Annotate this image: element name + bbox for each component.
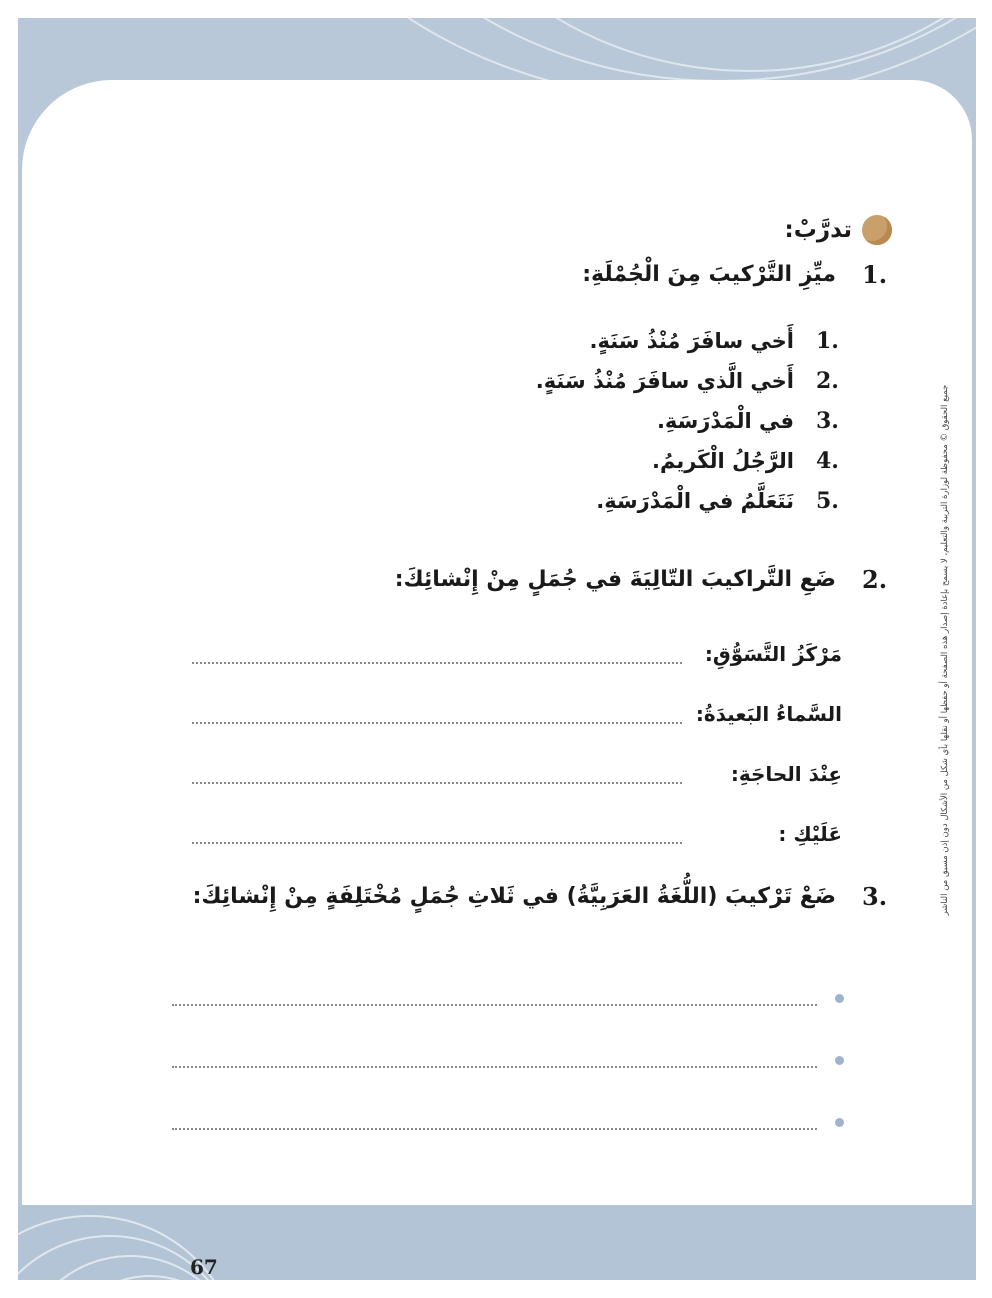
bullet-icon bbox=[835, 1118, 844, 1127]
bullet-icon bbox=[835, 994, 844, 1003]
answer-line[interactable] bbox=[172, 1052, 817, 1068]
item-text: الرَّجُلُ الْكَريمُ. bbox=[651, 449, 794, 473]
exercise-title: ضَعْ تَرْكيبَ (اللُّغَةُ العَرَبِيَّةُ) في ثَلاثِ جُمَلٍ مُخْتَلِفَةٍ مِنْ إِنْشائِكَ: bbox=[192, 884, 836, 909]
exercise-3 bbox=[132, 882, 892, 1153]
fill-row bbox=[132, 804, 842, 864]
bullet-icon bbox=[835, 1056, 844, 1065]
exercise-2-header bbox=[132, 565, 892, 594]
page-number: 67 bbox=[190, 1255, 218, 1279]
item-number: 2. bbox=[816, 368, 839, 394]
section-heading-text: تدرَّبْ: bbox=[784, 217, 852, 243]
exercise-1-header bbox=[132, 260, 892, 289]
list-item bbox=[132, 321, 842, 361]
fill-row bbox=[132, 684, 842, 744]
fill-row bbox=[132, 624, 842, 684]
item-number: 5. bbox=[816, 488, 839, 514]
answer-line[interactable] bbox=[192, 764, 682, 784]
answer-line[interactable] bbox=[192, 644, 682, 664]
item-text: أَخي الَّذي سافَرَ مُنْذُ سَنَةٍ. bbox=[535, 369, 794, 393]
exercise-title: ضَعِ التَّراكيبَ التّالِيَةَ في جُمَلٍ مِنْ إِنْشائِكَ: bbox=[394, 567, 836, 592]
answer-line[interactable] bbox=[192, 824, 682, 844]
answer-row bbox=[132, 1091, 844, 1153]
answer-row bbox=[132, 1029, 844, 1091]
list-item bbox=[132, 441, 842, 481]
heading-bullet-icon bbox=[862, 215, 892, 245]
exercise-content bbox=[132, 210, 892, 1153]
item-number: 4. bbox=[816, 448, 839, 474]
exercise-number: 1. bbox=[862, 260, 888, 289]
item-number: 1. bbox=[816, 328, 839, 354]
exercise-3-answer-lines bbox=[132, 967, 892, 1153]
item-text: في الْمَدْرَسَةِ. bbox=[656, 409, 794, 433]
exercise-number: 3. bbox=[862, 882, 888, 911]
fill-label: مَرْكَزُ التَّسَوُّقِ: bbox=[704, 642, 842, 666]
fill-label: عَلَيْكِ : bbox=[778, 822, 842, 846]
list-item bbox=[132, 401, 842, 441]
answer-row bbox=[132, 967, 844, 1029]
item-text: أَخي سافَرَ مُنْذُ سَنَةٍ. bbox=[589, 329, 794, 353]
exercise-3-header bbox=[132, 882, 892, 911]
exercise-2-fill-items bbox=[132, 624, 892, 864]
exercise-2 bbox=[132, 565, 892, 864]
answer-line[interactable] bbox=[192, 704, 682, 724]
fill-label: السَّماءُ البَعيدَةُ: bbox=[695, 702, 842, 726]
fill-row bbox=[132, 744, 842, 804]
list-item bbox=[132, 361, 842, 401]
exercise-1 bbox=[132, 260, 892, 521]
exercise-title: ميِّزِ التَّرْكيبَ مِنَ الْجُمْلَةِ: bbox=[582, 262, 836, 287]
exercise-number: 2. bbox=[862, 565, 888, 594]
section-heading bbox=[132, 210, 892, 250]
fill-label: عِنْدَ الحاجَةِ: bbox=[730, 762, 842, 786]
exercise-1-items bbox=[132, 321, 892, 521]
copyright-notice: جميع الحقوق © محفوظة لوزارة التربية والتعليم، لا يسمح بإعادة إصدار هذه الصفحة أو حفظها أو نقلها بأي شكل من الأشكال دون إذن مسبق من الناشر bbox=[940, 384, 950, 916]
item-text: نَتَعَلَّمُ في الْمَدْرَسَةِ. bbox=[596, 489, 794, 513]
answer-line[interactable] bbox=[172, 1114, 817, 1130]
list-item bbox=[132, 481, 842, 521]
bottom-band bbox=[18, 1205, 976, 1280]
answer-line[interactable] bbox=[172, 990, 817, 1006]
item-number: 3. bbox=[816, 408, 839, 434]
